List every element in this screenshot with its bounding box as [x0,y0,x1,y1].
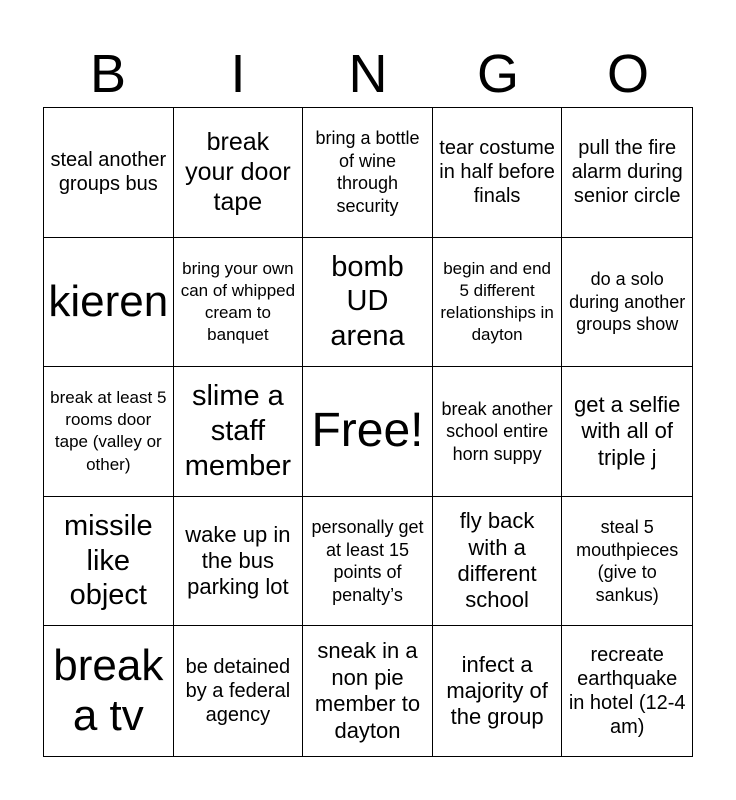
bingo-cell-r1c1[interactable]: steal another groups bus [44,108,174,238]
bingo-cell-r4c5[interactable]: steal 5 mouthpieces (give to sankus) [562,497,692,627]
header-letter-n: N [348,44,388,104]
bingo-header [43,40,693,108]
bingo-cell-r5c2[interactable]: be detained by a federal agency [174,626,304,756]
header-letter-b: B [89,44,127,104]
bingo-cell-r5c4[interactable]: infect a majority of the group [433,626,563,756]
bingo-cell-r2c2[interactable]: bring your own can of whipped cream to banquet [174,238,304,368]
bingo-cell-r5c5[interactable]: recreate earthquake in hotel (12-4 am) [568,644,686,739]
bingo-board [43,107,693,757]
header-letter-g: G [476,44,519,104]
bingo-cell-r4c4[interactable]: fly back with a different school [433,497,563,627]
header-letter-o: O [606,44,649,104]
bingo-cell-r5c3[interactable]: sneak in a non pie member to dayton [303,626,433,756]
bingo-cell-r2c4[interactable]: begin and end 5 different relationships in dayton [433,238,563,368]
bingo-cell-r4c1[interactable]: missile like object [44,497,174,627]
bingo-cell-r2c3[interactable]: bomb UD arena [303,238,433,368]
bingo-cell-r1c3[interactable]: bring a bottle of wine through security [303,108,433,238]
bingo-cell-r3c4[interactable]: break another school entire horn suppy [433,367,563,497]
bingo-cell-r4c2[interactable]: wake up in the bus parking lot [174,497,304,627]
bingo-cell-r2c5[interactable]: do a solo during another groups show [562,238,692,368]
bingo-cell-r2c1[interactable]: kieren [44,238,174,368]
bingo-cell-r1c2[interactable]: break your door tape [174,108,304,238]
bingo-cell-r3c5[interactable]: get a selfie with all of triple j [562,367,692,497]
bingo-cell-free[interactable]: Free! [303,367,433,497]
header-letter-i: I [230,44,246,104]
bingo-cell-r5c1[interactable]: break a tv [44,626,174,756]
bingo-cell-r1c4[interactable]: tear costume in half before finals [433,108,563,238]
bingo-cell-r3c2[interactable]: slime a staff member [174,367,304,497]
bingo-cell-r4c3[interactable]: personally get at least 15 points of penalty’s [303,497,433,627]
bingo-cell-r1c5[interactable]: pull the fire alarm during senior circle [562,108,692,238]
bingo-cell-r3c1[interactable]: break at least 5 rooms door tape (valley or other) [44,367,174,497]
